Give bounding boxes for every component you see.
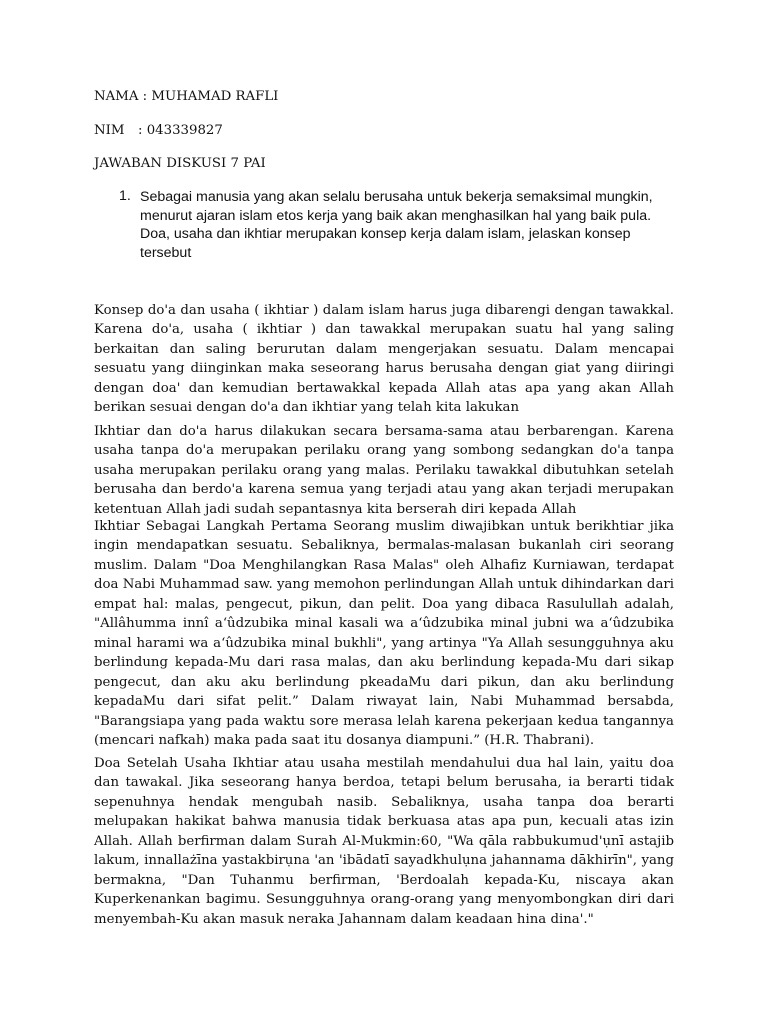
paragraph-2: Ikhtiar dan do'a harus dilakukan secara bersama-sama atau berbarengan. Karena usaha tanpa do'a merupakan perilaku orang yang sombong sedangkan do'a tanpa usaha merupakan perilaku orang yang malas. Perilaku tawakkal dibutuhkan setelah berusaha dan berdo'a karena semua yang terjadi atau yang akan terjadi merupakan ketentuan Allah jadi sudah sepantasnya kita berserah diri kepada Allah (94, 424, 674, 517)
paragraph-4: Doa Setelah Usaha Ikhtiar atau usaha mestilah mendahului dua hal lain, yaitu doa dan tawakal. Jika seseorang hanya berdoa, tetapi belum berusaha, ia berarti tidak sepenuhnya hendak mengubah nasib. Sebaliknya, usaha tanpa doa berarti melupakan hakikat bahwa manusia tidak berkuasa atas apa pun, kecuali atas izin Allah. Allah berfirman dalam Surah Al-Mukmin:60, "Wa qāla rabbukumud'ụnī astajib lakum, innallażīna yastakbirụna 'an 'ibādatī sayadkhulụna jahannama dākhirīn", yang bermakna, "Dan Tuhanmu berfirman, 'Berdoalah kepada-Ku, niscaya akan Kuperkenankan bagimu. Sesungguhnya orang-orang yang menyombongkan diri dari menyembah-Ku akan masuk neraka Jahannam dalam keadaan hina dina'." (94, 756, 674, 927)
question-number: 1. (119, 188, 131, 204)
paragraph-1: Konsep do'a dan usaha ( ikhtiar ) dalam islam harus juga dibarengi dengan tawakkal. Karena do'a, usaha ( ikhtiar ) dan tawakkal merupakan suatu hal yang saling berkaitan dan saling berurutan dalam mengerjakan sesuatu. Dalam mencapai sesuatu yang diinginkan maka seseorang harus berusaha dengan giat yang diiringi dengan doa' dan kemudian bertawakkal kepada Allah atas apa yang akan Allah berikan sesuai dengan do'a dan ikhtiar yang telah kita lakukan (94, 303, 674, 416)
document-title: JAWABAN DISKUSI 7 PAI (94, 156, 266, 171)
nim-value: : 043339827 (138, 123, 223, 138)
question-text: Sebagai manusia yang akan selalu berusaha untuk bekerja semaksimal mungkin, menurut ajaran islam etos kerja yang baik akan menghasilkan hal yang baik pula. Doa, usaha dan ikhtiar merupakan konsep kerja dalam islam, jelaskan konsep tersebut (140, 189, 653, 261)
paragraph-3: Ikhtiar Sebagai Langkah Pertama Seorang muslim diwajibkan untuk berikhtiar jika ingin mendapatkan sesuatu. Sebaliknya, bermalas-malasan bukanlah ciri seorang muslim. Dalam "Doa Menghilangkan Rasa Malas" oleh Alhafiz Kurniawan, terdapat doa Nabi Muhammad saw. yang memohon perlindungan Allah untuk dihindarkan dari empat hal: malas, pengecut, pikun, dan pelit. Doa yang dibaca Rasulullah adalah, "Allâhumma innî a‘ûdzubika minal kasali wa a‘ûdzubika minal jubni wa a‘ûdzubika minal harami wa a‘ûdzubika minal bukhli", yang artinya "Ya Allah sesungguhnya aku berlindung kepada-Mu dari rasa malas, dan aku berlindung kepada-Mu dari sikap pengecut, dan aku aku berlindung pkeadaMu dari pikun, dan aku berlindung kepadaMu dari sifat pelit.” Dalam riwayat lain, Nabi Muhammad bersabda, "Barangsiapa yang pada waktu sore merasa lelah karena pekerjaan kedua tangannya (mencari nafkah) maka pada saat itu dosanya diampuni.” (H.R. Thabrani). (94, 519, 674, 748)
student-name: NAMA : MUHAMAD RAFLI (94, 89, 279, 104)
nim-label: NIM (94, 123, 125, 138)
